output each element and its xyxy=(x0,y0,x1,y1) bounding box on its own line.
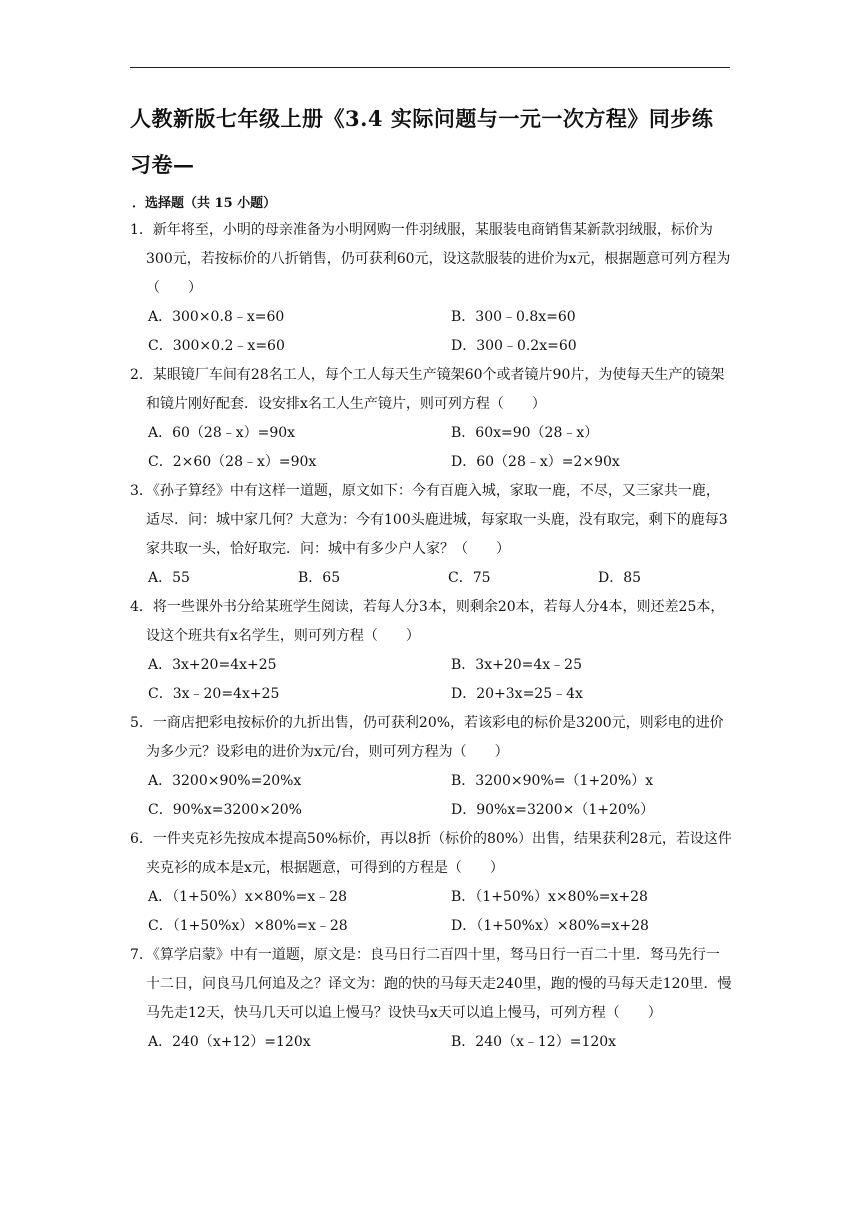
page-title: 人教新版七年级上册《3.4 实际问题与一元一次方程》同步练习卷— xyxy=(130,106,714,177)
question-2 xyxy=(130,361,732,477)
option-list xyxy=(130,419,732,477)
question-stem xyxy=(130,709,732,767)
option-a[interactable]: A．60（28﹣x）=90x xyxy=(148,425,296,441)
option-b[interactable]: B．（1+50%）x×80%=x+28 xyxy=(451,889,648,905)
question-number: 2． xyxy=(130,367,153,383)
question-text: 将一些课外书分给某班学生阅读，若每人分3本，则剩余20本，若每人分4本，则还差25本，设这个班共有x名学生，则可列方程（ ） xyxy=(146,599,725,644)
question-text: 《算学启蒙》中有一道题，原文是：良马日行二百四十里，驽马日行一百二十里．驽马先行一十二日，问良马几何追及之？译文为：跑的快的马每天走240里，跑的慢的马每天走120里．慢马先走12天，快马几天可以追上慢马？设快马x天可以追上慢马，可列方程（ ） xyxy=(146,947,732,1021)
option-d[interactable]: D．85 xyxy=(598,570,642,586)
header-rule xyxy=(130,67,730,68)
question-text: 一商店把彩电按标价的九折出售，仍可获利20%，若该彩电的标价是3200元，则彩电的进价为多少元？设彩电的进价为x元/台，则可列方程为（ ） xyxy=(146,715,724,760)
option-b[interactable]: B．3x+20=4x﹣25 xyxy=(451,657,582,673)
option-list xyxy=(130,883,732,941)
question-stem xyxy=(130,825,732,883)
option-c[interactable]: C．90%x=3200×20% xyxy=(148,802,302,818)
question-list xyxy=(130,216,732,1057)
option-list xyxy=(130,651,732,709)
option-c[interactable]: C．300×0.2﹣x=60 xyxy=(148,338,285,354)
question-text: 一件夹克衫先按成本提高50%标价，再以8折（标价的80%）出售，结果获利28元，若设这件夹克衫的成本是x元，根据题意，可得到的方程是（ ） xyxy=(146,831,732,876)
option-a[interactable]: A．240（x+12）=120x xyxy=(148,1034,311,1050)
option-list xyxy=(130,767,732,825)
option-c[interactable]: C．3x﹣20=4x+25 xyxy=(148,686,280,702)
option-b[interactable]: B．300﹣0.8x=60 xyxy=(451,309,576,325)
question-number: 7． xyxy=(130,947,153,963)
question-3 xyxy=(130,477,732,593)
option-list xyxy=(130,564,732,593)
option-b[interactable]: B．240（x﹣12）=120x xyxy=(451,1034,617,1050)
option-c[interactable]: C．75 xyxy=(448,570,491,586)
question-stem xyxy=(130,361,732,419)
section-heading: ．选择题（共 15 小题） xyxy=(132,196,277,211)
option-a[interactable]: A．3x+20=4x+25 xyxy=(148,657,277,673)
question-text: 《孙子算经》中有这样一道题，原文如下：今有百鹿入城，家取一鹿，不尽，又三家共一鹿，适尽．问：城中家几何？大意为：今有100头鹿进城，每家取一头鹿，没有取完，剩下的鹿每3家共取一头，恰好取完．问：城中有多少户人家？（ ） xyxy=(146,483,728,557)
option-c[interactable]: C．2×60（28﹣x）=90x xyxy=(148,454,317,470)
question-stem xyxy=(130,216,732,303)
option-a[interactable]: A．（1+50%）x×80%=x﹣28 xyxy=(148,889,348,905)
question-number: 3． xyxy=(130,483,153,499)
question-4 xyxy=(130,593,732,709)
question-6 xyxy=(130,825,732,941)
question-number: 6． xyxy=(130,831,153,847)
question-number: 5． xyxy=(130,715,153,731)
question-stem xyxy=(130,593,732,651)
option-a[interactable]: A．3200×90%=20%x xyxy=(148,773,302,789)
option-b[interactable]: B．3200×90%=（1+20%）x xyxy=(451,773,654,789)
question-number: 4． xyxy=(130,599,153,615)
option-b[interactable]: B．65 xyxy=(298,570,341,586)
option-a[interactable]: A．55 xyxy=(148,570,190,586)
option-d[interactable]: D．60（28﹣x）=2×90x xyxy=(451,454,620,470)
question-number: 1． xyxy=(130,222,153,238)
option-d[interactable]: D．90%x=3200×（1+20%） xyxy=(451,802,655,818)
question-text: 新年将至，小明的母亲准备为小明网购一件羽绒服，某服装电商销售某新款羽绒服，标价为300元，若按标价的八折销售，仍可获利60元，设这款服装的进价为x元，根据题意可列方程为（ ） xyxy=(146,222,731,296)
option-d[interactable]: D．20+3x=25﹣4x xyxy=(451,686,583,702)
option-list xyxy=(130,1028,732,1057)
question-stem xyxy=(130,477,732,564)
option-a[interactable]: A．300×0.8﹣x=60 xyxy=(148,309,285,325)
option-d[interactable]: D．300﹣0.2x=60 xyxy=(451,338,577,354)
question-stem xyxy=(130,941,732,1028)
question-5 xyxy=(130,709,732,825)
option-c[interactable]: C．（1+50%x）×80%=x﹣28 xyxy=(148,918,348,934)
option-list xyxy=(130,303,732,361)
question-1 xyxy=(130,216,732,361)
question-text: 某眼镜厂车间有28名工人，每个工人每天生产镜架60个或者镜片90片，为使每天生产的镜架和镜片刚好配套．设安排x名工人生产镜片，则可列方程（ ） xyxy=(146,367,725,412)
option-d[interactable]: D．（1+50%x）×80%=x+28 xyxy=(451,918,649,934)
option-b[interactable]: B．60x=90（28﹣x） xyxy=(451,425,599,441)
question-7 xyxy=(130,941,732,1057)
